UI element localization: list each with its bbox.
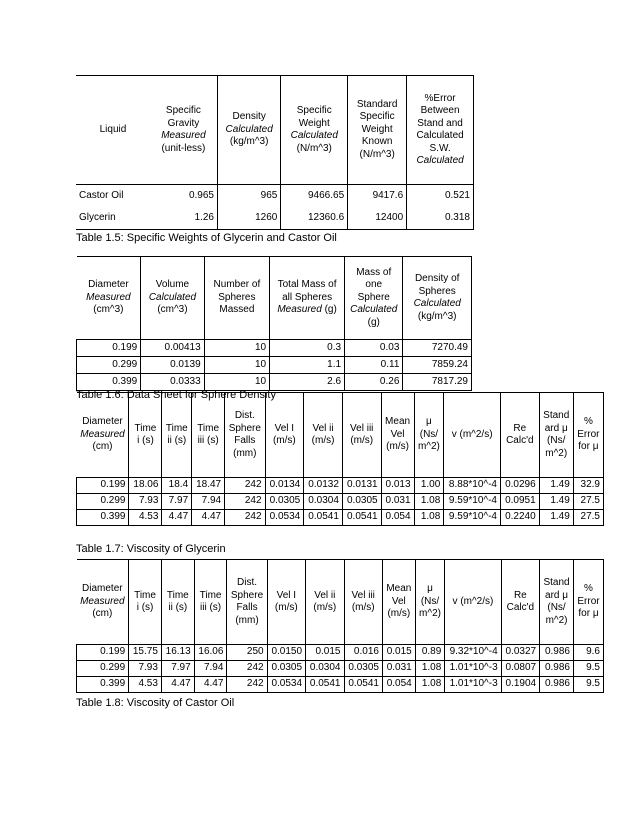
col-volume-header: Volume Calculated (cm^3) — [141, 257, 204, 340]
col-specific-weight-header: Specific Weight Calculated (N/m^3) — [281, 76, 348, 185]
table-1-6-caption: Table 1.6: Data Sheet for Sphere Density — [76, 389, 276, 401]
table-row: 0.199 0.00413 10 0.3 0.03 7270.49 — [77, 340, 472, 357]
col-vel-i-header: Vel I (m/s) — [265, 393, 304, 478]
castor-oil-viscosity-table — [76, 559, 604, 693]
specific-weights-table — [76, 75, 474, 230]
col-time-iii-header: Time iii (s) — [194, 560, 227, 645]
col-vel-i-header: Vel I (m/s) — [267, 560, 305, 645]
col-diameter-header: Diameter Measured (cm) — [77, 393, 129, 478]
col-standard-sw-header: Standard Specific Weight Known (N/m^3) — [348, 76, 407, 185]
col-standard-mu-header: Stand ard μ (Ns/ m^2) — [540, 560, 574, 645]
col-density-header: Density Calculated (kg/m^3) — [217, 76, 280, 185]
col-standard-mu-header: Stand ard μ (Ns/ m^2) — [539, 393, 573, 478]
table-row: 0.299 7.93 7.97 7.94 242 0.0305 0.0304 0.0305 0.031 1.08 9.59*10^-4 0.0951 1.49 27.5 — [77, 494, 604, 510]
table-row: 0.399 0.0333 10 2.6 0.26 7817.29 — [77, 374, 472, 391]
col-time-iii-header: Time iii (s) — [192, 393, 225, 478]
col-mu-header: μ (Ns/ m^2) — [415, 560, 445, 645]
col-percent-error-header: % Error for μ — [573, 393, 603, 478]
col-density-spheres-header: Density of Spheres Calculated (kg/m^3) — [403, 257, 472, 340]
col-time-ii-header: Time ii (s) — [161, 560, 194, 645]
col-specific-gravity-header: Specific Gravity Measured (unit-less) — [150, 76, 218, 185]
col-diameter-header: Diameter Measured (cm) — [77, 560, 129, 645]
col-time-i-header: Time i (s) — [129, 393, 162, 478]
col-diameter-header: Diameter Measured (cm^3) — [77, 257, 141, 340]
col-mean-vel-header: Mean Vel (m/s) — [381, 393, 414, 478]
col-number-header: Number of Spheres Massed — [204, 257, 269, 340]
col-mu-header: μ (Ns/ m^2) — [414, 393, 444, 478]
col-liquid-header: Liquid — [76, 76, 150, 185]
table-1-7-caption: Table 1.7: Viscosity of Glycerin — [76, 543, 226, 555]
col-mass-one-header: Mass of one Sphere Calculated (g) — [345, 257, 403, 340]
col-vel-iii-header: Vel iii (m/s) — [344, 560, 382, 645]
col-nu-header: v (m^2/s) — [444, 393, 501, 478]
col-vel-ii-header: Vel ii (m/s) — [304, 393, 343, 478]
col-re-header: Re Calc'd — [500, 393, 539, 478]
table-row: 0.299 0.0139 10 1.1 0.11 7859.24 — [77, 357, 472, 374]
table-1-8-caption: Table 1.8: Viscosity of Castor Oil — [76, 697, 235, 709]
col-vel-iii-header: Vel iii (m/s) — [342, 393, 381, 478]
col-time-ii-header: Time ii (s) — [162, 393, 192, 478]
glycerin-viscosity-table — [76, 392, 604, 526]
table-row: 0.299 7.93 7.97 7.94 242 0.0305 0.0304 0.0305 0.031 1.08 1.01*10^-3 0.0807 0.986 9.5 — [77, 661, 604, 677]
table-row: 0.199 18.06 18.4 18.47 242 0.0134 0.0132 0.0131 0.013 1.00 8.88*10^-4 0.0296 1.49 32.9 — [77, 478, 604, 494]
table-row: 0.199 15.75 16.13 16.06 250 0.0150 0.015 0.016 0.015 0.89 9.32*10^-4 0.0327 0.986 9.6 — [77, 645, 604, 661]
table-row: 0.399 4.53 4.47 4.47 242 0.0534 0.0541 0.0541 0.054 1.08 9.59*10^-4 0.2240 1.49 27.5 — [77, 510, 604, 526]
col-error-header: %Error Between Stand and Calculated S.W. Calculated — [407, 76, 474, 185]
col-vel-ii-header: Vel ii (m/s) — [306, 560, 344, 645]
col-total-mass-header: Total Mass of all Spheres Measured (g) — [270, 257, 345, 340]
table-row: Castor Oil 0.965 965 9466.65 9417.6 0.521 — [76, 185, 474, 208]
table-row: 0.399 4.53 4.47 4.47 242 0.0534 0.0541 0.0541 0.054 1.08 1.01*10^-3 0.1904 0.986 9.5 — [77, 677, 604, 693]
col-mean-vel-header: Mean Vel (m/s) — [382, 560, 415, 645]
col-re-header: Re Calc'd — [501, 560, 539, 645]
col-distance-header: Dist. Sphere Falls (mm) — [227, 560, 267, 645]
sphere-density-table — [76, 256, 472, 391]
col-nu-header: v (m^2/s) — [445, 560, 501, 645]
table-row: Glycerin 1.26 1260 12360.6 12400 0.318 — [76, 207, 474, 230]
col-percent-error-header: % Error for μ — [573, 560, 603, 645]
col-distance-header: Dist. Sphere Falls (mm) — [225, 393, 265, 478]
table-1-5-caption: Table 1.5: Specific Weights of Glycerin and Castor Oil — [76, 232, 337, 244]
col-time-i-header: Time i (s) — [129, 560, 162, 645]
